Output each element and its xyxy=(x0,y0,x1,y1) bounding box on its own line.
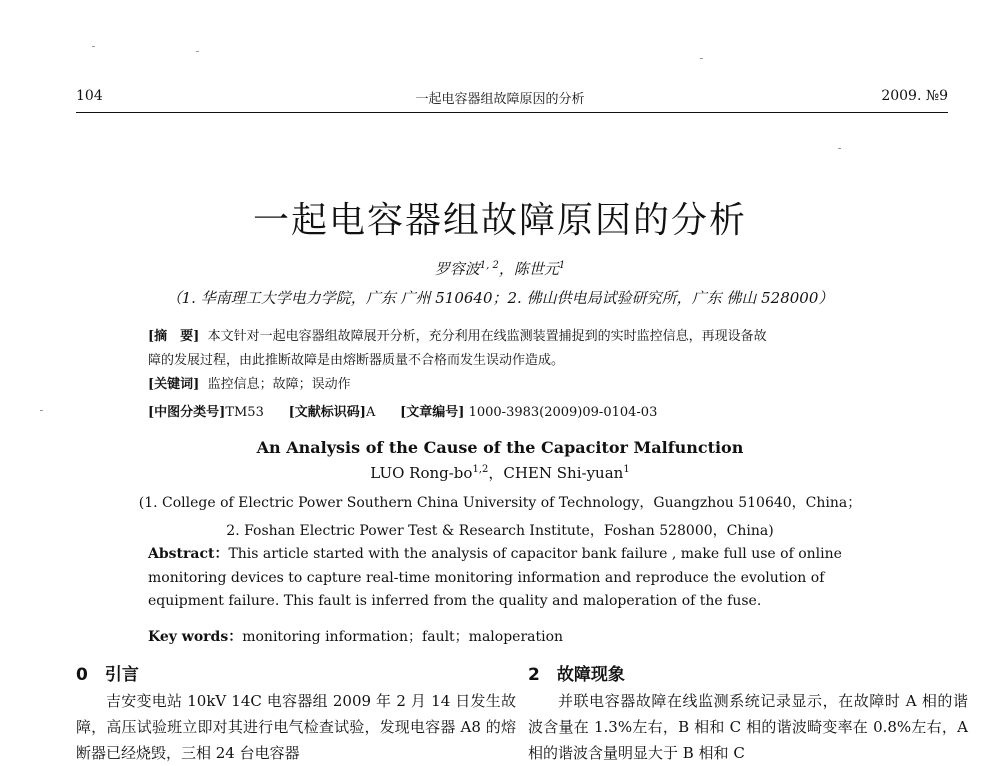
article-no-label: [文章编号] xyxy=(400,405,465,420)
affiliation-cn: （1. 华南理工大学电力学院，广东 广州 510640；2. 佛山供电局试验研究所，广东 佛山 528000） xyxy=(166,289,834,307)
clc-value: TM53 xyxy=(225,405,264,420)
author-sep: ， xyxy=(498,260,514,278)
clc-label: [中图分类号] xyxy=(148,405,226,420)
section-0-title: 0 引言 xyxy=(76,665,139,685)
keywords-en: monitoring information；fault；maloperation xyxy=(242,629,564,645)
doc-code-value: A xyxy=(365,405,376,420)
issue-number: 2009. №9 xyxy=(881,88,948,104)
authors-cn xyxy=(0,258,1000,279)
scan-speck xyxy=(40,410,43,411)
abstract-en-label: Abstract： xyxy=(148,546,229,562)
page-number: 104 xyxy=(76,88,103,104)
scan-speck xyxy=(92,46,95,47)
section-2-text: 并联电容器故障在线监测系统记录显示，在故障时 A 相的谐波含量在 1.3%左右，B 相和 C 相的谐波畸变率在 0.8%左右，A 相的谐波含量明显大于 B 相和 C xyxy=(528,692,968,762)
header-rule xyxy=(76,112,948,113)
author-2-sup: 1 xyxy=(558,260,566,271)
scan-speck xyxy=(196,51,199,52)
author-1-sup: 1, 2 xyxy=(479,260,499,271)
keywords-en-label: Key words： xyxy=(148,629,243,645)
abstract-cn xyxy=(148,325,888,425)
section-0-text: 吉安变电站 10kV 14C 电容器组 2009 年 2 月 14 日发生故障，高压试验班立即对其进行电气检查试验，发现电容器 A8 的熔断器已经烧毁，三相 24 台电容器 xyxy=(76,692,516,762)
affiliation-en-1: (1. College of Electric Power Southern China University of Technology，Guangzhou 510640，China； xyxy=(138,495,862,511)
author-2-en: CHEN Shi-yuan xyxy=(503,464,624,482)
author-1: 罗容波 xyxy=(434,260,480,278)
author-2-en-sup: 1 xyxy=(623,464,630,475)
running-title: 一起电容器组故障原因的分析 xyxy=(415,92,585,107)
keywords-label: [关键词] xyxy=(148,377,200,392)
scan-speck xyxy=(838,148,841,149)
authors-en xyxy=(0,462,1000,483)
author-1-en-sup: 1,2 xyxy=(472,464,489,475)
author-1-en: LUO Rong-bo xyxy=(370,464,473,482)
affiliation-en-2: 2. Foshan Electric Power Test & Research Institute，Foshan 528000，China) xyxy=(226,523,774,539)
scan-speck xyxy=(700,58,703,59)
english-title: An Analysis of the Cause of the Capacitor Malfunction xyxy=(256,438,744,457)
abstract-en-text: This article started with the analysis of capacitor bank failure , make full use of online monitoring devices to capture real-time monitoring information and reproduce the evolution of equipment failure. This fault is inferred from the quality and maloperation of the fuse. xyxy=(148,546,842,609)
doc-code-label: [文献标识码] xyxy=(288,405,366,420)
author-2: 陈世元 xyxy=(513,260,559,278)
author-en-sep: ， xyxy=(488,464,504,482)
paper-title: 一起电容器组故障原因的分析 xyxy=(252,200,747,241)
keywords-en-line xyxy=(148,626,563,646)
article-no-value: 1000-3983(2009)09-0104-03 xyxy=(468,405,658,420)
keywords-cn: 监控信息；故障；误动作 xyxy=(207,377,351,392)
abstract-line-1: 本文针对一起电容器组故障展开分析，充分利用在线监测装置捕捉到的实时监控信息，再现设备故 xyxy=(207,329,767,344)
abstract-line-2: 障的发展过程，由此推断故障是由熔断器质量不合格而发生误动作造成。 xyxy=(148,353,565,368)
abstract-en xyxy=(148,543,868,614)
section-2-title: 2 故障现象 xyxy=(528,665,625,685)
abstract-label: [摘 要] xyxy=(148,329,200,344)
